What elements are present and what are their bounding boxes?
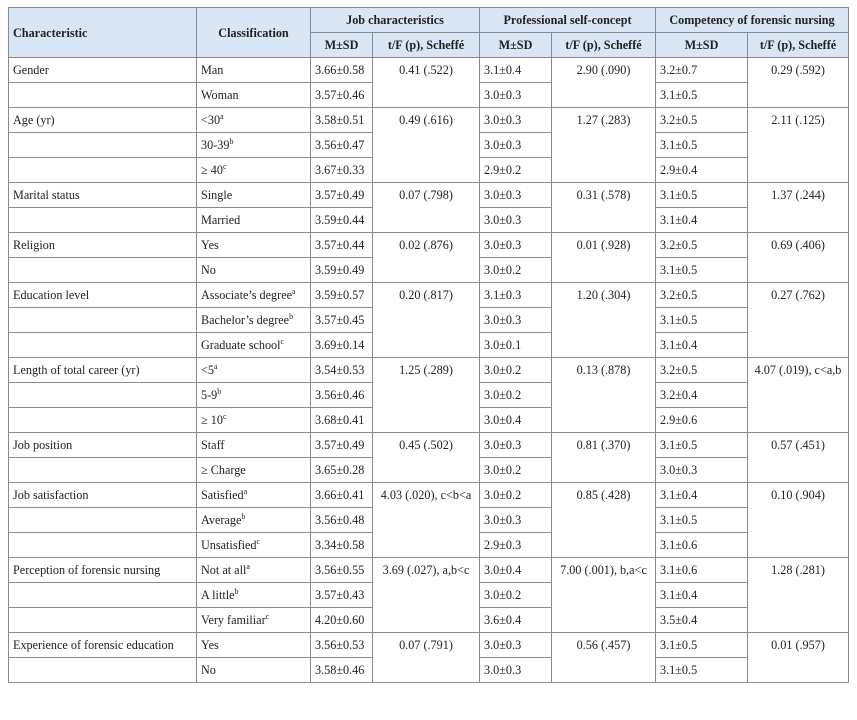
jc-msd-cell: 3.67±0.33 [311,158,373,183]
table-row [9,58,849,83]
psc-msd-cell: 3.0±0.3 [480,133,552,158]
jc-msd-cell: 3.56±0.48 [311,508,373,533]
psc-stat-cell: 1.27 (.283) [552,108,656,183]
cf-msd-cell: 3.0±0.3 [656,458,748,483]
characteristic-cell [9,158,197,183]
characteristic-cell: Perception of forensic nursing [9,558,197,583]
characteristic-cell [9,658,197,683]
classification-cell: Single [197,183,311,208]
header-jc-stat: t/F (p), Scheffé [373,33,480,58]
jc-msd-cell: 3.69±0.14 [311,333,373,358]
table-row [9,483,849,508]
characteristic-cell: Experience of forensic education [9,633,197,658]
characteristic-cell: Religion [9,233,197,258]
cf-msd-cell: 3.2±0.5 [656,233,748,258]
psc-msd-cell: 3.0±0.2 [480,483,552,508]
psc-msd-cell: 3.0±0.4 [480,408,552,433]
cf-stat-cell: 0.01 (.957) [748,633,849,683]
cf-stat-cell: 0.69 (.406) [748,233,849,283]
characteristic-cell [9,258,197,283]
cf-msd-cell: 3.1±0.5 [656,133,748,158]
characteristic-cell: Gender [9,58,197,83]
classification-cell: 30-39$^b$ [197,133,311,158]
characteristic-cell [9,508,197,533]
characteristic-cell [9,333,197,358]
psc-stat-cell: 0.81 (.370) [552,433,656,483]
group-superscript: c [222,162,227,171]
jc-msd-cell: 3.58±0.51 [311,108,373,133]
cf-stat-cell: 1.37 (.244) [748,183,849,233]
cf-msd-cell: 3.1±0.5 [656,658,748,683]
header-competency-forensic-nursing: Competency of forensic nursing [656,8,849,33]
characteristic-cell [9,208,197,233]
psc-msd-cell: 3.0±0.2 [480,458,552,483]
jc-stat-cell: 0.41 (.522) [373,58,480,108]
jc-stat-cell: 3.69 (.027), a,b<c [373,558,480,633]
classification-cell: Satisfied$^a$ [197,483,311,508]
jc-stat-cell: 1.25 (.289) [373,358,480,433]
psc-msd-cell: 3.0±0.2 [480,383,552,408]
jc-stat-cell: 0.07 (.798) [373,183,480,233]
psc-stat-cell: 0.13 (.878) [552,358,656,433]
jc-msd-cell: 3.57±0.43 [311,583,373,608]
classification-cell: Unsatisfied$^c$ [197,533,311,558]
classification-cell: Man [197,58,311,83]
group-superscript: b [234,587,239,596]
characteristic-cell [9,458,197,483]
table-row [9,358,849,383]
jc-msd-cell: 3.56±0.46 [311,383,373,408]
group-superscript: a [243,487,248,496]
characteristic-cell: Job position [9,433,197,458]
jc-msd-cell: 3.66±0.41 [311,483,373,508]
cf-stat-cell: 0.27 (.762) [748,283,849,358]
cf-msd-cell: 3.1±0.4 [656,208,748,233]
characteristic-cell [9,383,197,408]
psc-msd-cell: 3.0±0.3 [480,183,552,208]
classification-cell: 5-9$^b$ [197,383,311,408]
characteristic-cell [9,533,197,558]
cf-msd-cell: 3.1±0.6 [656,558,748,583]
jc-msd-cell: 4.20±0.60 [311,608,373,633]
classification-cell: Yes [197,233,311,258]
table-row [9,233,849,258]
cf-msd-cell: 3.2±0.5 [656,108,748,133]
jc-msd-cell: 3.56±0.53 [311,633,373,658]
jc-msd-cell: 3.59±0.57 [311,283,373,308]
psc-msd-cell: 3.0±0.3 [480,308,552,333]
cf-msd-cell: 3.5±0.4 [656,608,748,633]
jc-msd-cell: 3.57±0.49 [311,183,373,208]
table-body [9,58,849,683]
characteristic-cell [9,133,197,158]
classification-cell: ≥ $10^c$ [197,408,311,433]
cf-msd-cell: 3.1±0.5 [656,83,748,108]
group-superscript: c [256,537,261,546]
cf-msd-cell: 3.1±0.6 [656,533,748,558]
jc-msd-cell: 3.57±0.44 [311,233,373,258]
header-characteristic: Characteristic [9,8,197,58]
jc-msd-cell: 3.59±0.44 [311,208,373,233]
characteristic-cell: Education level [9,283,197,308]
classification-cell: Graduate school$^c$ [197,333,311,358]
jc-stat-cell: 0.45 (.502) [373,433,480,483]
classification-cell: Not at all$^a$ [197,558,311,583]
jc-msd-cell: 3.57±0.46 [311,83,373,108]
cf-msd-cell: 3.1±0.5 [656,308,748,333]
group-superscript: a [246,562,250,571]
psc-stat-cell: 0.85 (.428) [552,483,656,558]
psc-msd-cell: 3.1±0.3 [480,283,552,308]
characteristic-cell [9,583,197,608]
psc-stat-cell: 0.31 (.578) [552,183,656,233]
cf-stat-cell: 2.11 (.125) [748,108,849,183]
classification-cell: Married [197,208,311,233]
cf-msd-cell: 3.2±0.5 [656,283,748,308]
characteristic-cell: Length of total career (yr) [9,358,197,383]
psc-msd-cell: 3.0±0.4 [480,558,552,583]
classification-cell: Associate’s degree$^a$ [197,283,311,308]
cf-msd-cell: 3.2±0.4 [656,383,748,408]
psc-msd-cell: 3.0±0.3 [480,208,552,233]
psc-msd-cell: 2.9±0.3 [480,533,552,558]
psc-msd-cell: 3.6±0.4 [480,608,552,633]
psc-stat-cell: 2.90 (.090) [552,58,656,108]
classification-cell: Yes [197,633,311,658]
cf-msd-cell: 3.2±0.7 [656,58,748,83]
jc-stat-cell: 0.07 (.791) [373,633,480,683]
characteristic-cell [9,608,197,633]
jc-msd-cell: 3.57±0.49 [311,433,373,458]
psc-stat-cell: 0.01 (.928) [552,233,656,283]
classification-cell: ≥ $40^c$ [197,158,311,183]
psc-msd-cell: 3.1±0.4 [480,58,552,83]
psc-msd-cell: 3.0±0.2 [480,358,552,383]
cf-stat-cell: 0.29 (.592) [748,58,849,108]
cf-msd-cell: 3.1±0.5 [656,258,748,283]
psc-msd-cell: 3.0±0.3 [480,83,552,108]
jc-stat-cell: 0.20 (.817) [373,283,480,358]
header-professional-self-concept: Professional self-concept [480,8,656,33]
classification-cell: $<30^a$ [197,108,311,133]
characteristic-cell: Age (yr) [9,108,197,133]
header-classification: Classification [197,8,311,58]
classification-cell: Staff [197,433,311,458]
classification-cell: Average$^b$ [197,508,311,533]
table-row [9,558,849,583]
header-cf-stat: t/F (p), Scheffé [748,33,849,58]
psc-msd-cell: 2.9±0.2 [480,158,552,183]
cf-msd-cell: 3.2±0.5 [656,358,748,383]
psc-msd-cell: 3.0±0.1 [480,333,552,358]
group-superscript: b [229,137,234,146]
table-row [9,183,849,208]
results-table [8,7,849,683]
psc-msd-cell: 3.0±0.3 [480,658,552,683]
classification-cell: ≥ Charge [197,458,311,483]
cf-stat-cell: 0.10 (.904) [748,483,849,558]
classification-cell: $<5^a$ [197,358,311,383]
psc-msd-cell: 3.0±0.3 [480,633,552,658]
cf-msd-cell: 2.9±0.4 [656,158,748,183]
jc-msd-cell: 3.66±0.58 [311,58,373,83]
jc-stat-cell: 0.02 (.876) [373,233,480,283]
header-jc-msd: M±SD [311,33,373,58]
cf-msd-cell: 3.1±0.5 [656,433,748,458]
table-row [9,633,849,658]
classification-cell: Woman [197,83,311,108]
characteristic-cell [9,308,197,333]
cf-msd-cell: 3.1±0.5 [656,508,748,533]
group-superscript: b [241,512,246,521]
psc-msd-cell: 3.0±0.2 [480,583,552,608]
header-cf-msd: M±SD [656,33,748,58]
jc-msd-cell: 3.58±0.46 [311,658,373,683]
psc-msd-cell: 3.0±0.3 [480,433,552,458]
header-psc-msd: M±SD [480,33,552,58]
cf-stat-cell: 4.07 (.019), c<a,b [748,358,849,433]
table-row [9,433,849,458]
jc-stat-cell: 0.49 (.616) [373,108,480,183]
cf-stat-cell: 0.57 (.451) [748,433,849,483]
cf-msd-cell: 3.1±0.4 [656,583,748,608]
jc-msd-cell: 3.65±0.28 [311,458,373,483]
group-superscript: c [280,337,285,346]
classification-cell: Bachelor’s degree$^b$ [197,308,311,333]
psc-msd-cell: 3.0±0.2 [480,258,552,283]
jc-stat-cell: 4.03 (.020), c<b<a [373,483,480,558]
cf-msd-cell: 3.1±0.4 [656,483,748,508]
characteristic-cell [9,408,197,433]
group-superscript: c [222,412,227,421]
characteristic-cell: Job satisfaction [9,483,197,508]
jc-msd-cell: 3.59±0.49 [311,258,373,283]
header-psc-stat: t/F (p), Scheffé [552,33,656,58]
psc-stat-cell: 0.56 (.457) [552,633,656,683]
psc-msd-cell: 3.0±0.3 [480,108,552,133]
psc-stat-cell: 1.20 (.304) [552,283,656,358]
cf-msd-cell: 3.1±0.5 [656,183,748,208]
cf-msd-cell: 2.9±0.6 [656,408,748,433]
psc-msd-cell: 3.0±0.3 [480,233,552,258]
classification-cell: Very familiar$^c$ [197,608,311,633]
group-superscript: b [217,387,222,396]
characteristic-cell [9,83,197,108]
psc-msd-cell: 3.0±0.3 [480,508,552,533]
header-job-characteristics: Job characteristics [311,8,480,33]
jc-msd-cell: 3.68±0.41 [311,408,373,433]
cf-msd-cell: 3.1±0.5 [656,633,748,658]
cf-msd-cell: 3.1±0.4 [656,333,748,358]
jc-msd-cell: 3.56±0.47 [311,133,373,158]
group-superscript: b [289,312,294,321]
classification-cell: No [197,258,311,283]
table-row [9,283,849,308]
table-header [9,8,849,58]
classification-cell: No [197,658,311,683]
table-row [9,108,849,133]
group-superscript: a [292,287,296,296]
classification-cell: A little$^b$ [197,583,311,608]
group-superscript: a [220,112,224,121]
group-superscript: c [265,612,270,621]
jc-msd-cell: 3.56±0.55 [311,558,373,583]
cf-stat-cell: 1.28 (.281) [748,558,849,633]
jc-msd-cell: 3.34±0.58 [311,533,373,558]
group-superscript: a [213,362,218,371]
characteristic-cell: Marital status [9,183,197,208]
jc-msd-cell: 3.57±0.45 [311,308,373,333]
jc-msd-cell: 3.54±0.53 [311,358,373,383]
psc-stat-cell: 7.00 (.001), b,a<c [552,558,656,633]
